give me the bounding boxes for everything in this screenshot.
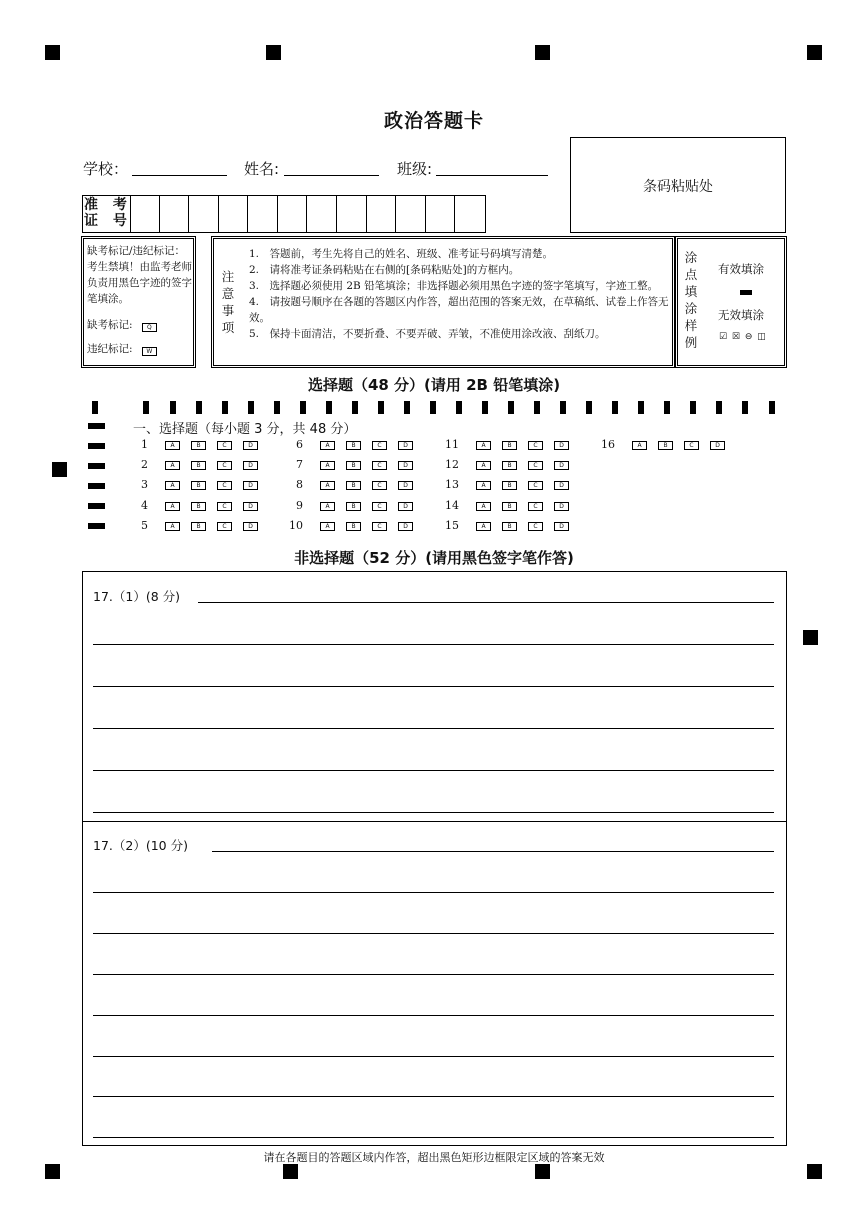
- valid-fill-label: 有效填涂: [718, 262, 764, 276]
- registration-mark: [52, 462, 67, 477]
- invalid-fill-label: 无效填涂: [718, 308, 764, 322]
- option-bubble[interactable]: A: [165, 481, 180, 490]
- question-number: 5: [141, 519, 148, 532]
- question-number: 16: [601, 438, 615, 451]
- registration-mark: [803, 630, 818, 645]
- note-item: 3. 选择题必须使用 2B 铅笔填涂；非选择题必须用黑色字迹的签字笔填写，字迹工整。: [249, 280, 659, 292]
- school-field[interactable]: [132, 175, 227, 176]
- question-number: 4: [141, 499, 148, 512]
- option-bubble[interactable]: B: [658, 441, 673, 450]
- note-item: 5. 保持卡面清洁，不要折叠、不要弄破、弄皱，不准使用涂改液、刮纸刀。: [249, 328, 606, 340]
- registration-mark: [45, 45, 60, 60]
- option-bubble[interactable]: B: [346, 441, 361, 450]
- id-cell[interactable]: [188, 196, 189, 232]
- name-label: 姓名:: [244, 160, 280, 178]
- violation-label: 违纪标记:: [87, 343, 133, 355]
- registration-mark: [535, 45, 550, 60]
- option-bubble[interactable]: C: [372, 461, 387, 470]
- fill-sample-box: [675, 236, 787, 368]
- footer-note: 请在各题目的答题区域内作答，超出黑色矩形边框限定区域的答案无效: [263, 1151, 605, 1164]
- answer-line[interactable]: [93, 974, 774, 975]
- question-number: 6: [296, 438, 303, 451]
- sample-side-char: 点: [684, 267, 698, 282]
- exam-id-char: 准: [84, 197, 98, 213]
- option-bubble[interactable]: C: [217, 481, 232, 490]
- option-bubble[interactable]: A: [476, 481, 491, 490]
- id-cell[interactable]: [159, 196, 160, 232]
- exam-id-char: 证: [84, 213, 98, 229]
- question-number: 8: [296, 478, 303, 491]
- option-bubble[interactable]: C: [217, 522, 232, 531]
- option-bubble[interactable]: C: [217, 502, 232, 511]
- id-cell[interactable]: [277, 196, 278, 232]
- answer-line[interactable]: [93, 1137, 774, 1138]
- sample-side-char: 填: [684, 284, 698, 299]
- note-item: 2. 请将准考证条码粘贴在右侧的[条码粘贴处]的方框内。: [249, 264, 520, 276]
- option-bubble[interactable]: D: [398, 441, 413, 450]
- id-cell[interactable]: [247, 196, 248, 232]
- question-number: 3: [141, 478, 148, 491]
- registration-mark: [535, 1164, 550, 1179]
- option-bubble[interactable]: C: [217, 441, 232, 450]
- barcode-area[interactable]: [570, 137, 786, 233]
- answer-divider: [82, 821, 787, 822]
- registration-mark: [807, 45, 822, 60]
- option-bubble[interactable]: D: [243, 441, 258, 450]
- option-bubble[interactable]: B: [191, 481, 206, 490]
- option-bubble[interactable]: A: [165, 522, 180, 531]
- id-cell[interactable]: [366, 196, 367, 232]
- option-bubble[interactable]: D: [554, 502, 569, 511]
- sample-side-char: 涂: [684, 301, 698, 316]
- exam-id-char: 考: [112, 197, 127, 213]
- option-bubble[interactable]: C: [372, 481, 387, 490]
- sample-side-char: 样: [684, 318, 698, 333]
- option-bubble[interactable]: A: [320, 461, 335, 470]
- exam-id-grid: [82, 195, 486, 233]
- question-17-2-label: 17.（2）(10 分): [93, 838, 188, 853]
- question-17-1-label: 17.（1）(8 分): [93, 589, 181, 604]
- option-bubble[interactable]: C: [372, 502, 387, 511]
- option-bubble[interactable]: D: [710, 441, 725, 450]
- answer-line[interactable]: [93, 1015, 774, 1016]
- registration-mark: [45, 1164, 60, 1179]
- option-bubble[interactable]: B: [502, 441, 517, 450]
- class-label: 班级:: [397, 160, 433, 178]
- answer-line[interactable]: [212, 851, 774, 852]
- option-bubble[interactable]: A: [320, 522, 335, 531]
- valid-fill-mark: [740, 290, 752, 295]
- option-bubble[interactable]: C: [372, 441, 387, 450]
- question-number: 12: [445, 458, 459, 471]
- option-bubble[interactable]: D: [243, 502, 258, 511]
- row-timing-bar: [88, 503, 105, 509]
- absent-checkbox[interactable]: Q: [142, 323, 157, 332]
- option-bubble[interactable]: B: [191, 461, 206, 470]
- option-bubble[interactable]: A: [165, 461, 180, 470]
- option-bubble[interactable]: A: [320, 481, 335, 490]
- option-bubble[interactable]: A: [320, 441, 335, 450]
- option-bubble[interactable]: D: [243, 481, 258, 490]
- question-number: 13: [445, 478, 459, 491]
- name-field[interactable]: [284, 175, 379, 176]
- option-bubble[interactable]: C: [528, 441, 543, 450]
- notes-side-char: 项: [221, 320, 235, 335]
- option-bubble[interactable]: C: [528, 502, 543, 511]
- option-bubble[interactable]: B: [502, 502, 517, 511]
- row-timing-bar: [88, 443, 105, 449]
- question-number: 2: [141, 458, 148, 471]
- answer-line[interactable]: [93, 686, 774, 687]
- option-bubble[interactable]: C: [217, 461, 232, 470]
- notes-side-char: 注: [221, 269, 235, 284]
- option-bubble[interactable]: C: [372, 522, 387, 531]
- note-item: 4. 请按题号顺序在各题的答题区内作答，超出范围的答案无效，在草稿纸、试卷上作答无效。: [249, 296, 669, 324]
- option-bubble[interactable]: D: [554, 481, 569, 490]
- answer-line[interactable]: [93, 770, 774, 771]
- option-bubble[interactable]: B: [346, 461, 361, 470]
- option-bubble[interactable]: A: [165, 502, 180, 511]
- answer-line[interactable]: [93, 728, 774, 729]
- question-number: 11: [445, 438, 459, 451]
- option-bubble[interactable]: B: [502, 481, 517, 490]
- absent-instructions: 考生禁填！由监考老师负责用黑色字迹的签字笔填涂。: [87, 261, 192, 305]
- option-bubble[interactable]: A: [320, 502, 335, 511]
- sample-side-char: 涂: [684, 250, 698, 265]
- option-bubble[interactable]: B: [191, 502, 206, 511]
- option-bubble[interactable]: D: [398, 502, 413, 511]
- notes-side-char: 意: [221, 286, 235, 301]
- absent-label: 缺考标记:: [87, 319, 133, 331]
- note-item: 1. 答题前，考生先将自己的姓名、班级、准考证号码填写清楚。: [249, 248, 554, 260]
- option-bubble[interactable]: D: [398, 461, 413, 470]
- row-timing-bar: [88, 483, 105, 489]
- answer-line[interactable]: [93, 812, 774, 813]
- option-bubble[interactable]: C: [528, 481, 543, 490]
- choice-section-title: 选择题（48 分）(请用 2B 铅笔填涂): [307, 376, 561, 394]
- option-bubble[interactable]: A: [476, 502, 491, 511]
- id-cell[interactable]: [425, 196, 426, 232]
- option-bubble[interactable]: A: [476, 522, 491, 531]
- school-label: 学校：: [83, 160, 129, 178]
- class-field[interactable]: [436, 175, 548, 176]
- registration-mark: [283, 1164, 298, 1179]
- option-bubble[interactable]: B: [502, 522, 517, 531]
- question-number: 9: [296, 499, 303, 512]
- id-cell[interactable]: [395, 196, 396, 232]
- option-bubble[interactable]: B: [346, 502, 361, 511]
- non-choice-section-title: 非选择题（52 分）(请用黑色签字笔作答): [294, 549, 574, 567]
- notes-box: [211, 236, 675, 368]
- option-bubble[interactable]: D: [554, 441, 569, 450]
- option-bubble[interactable]: D: [398, 522, 413, 531]
- exam-id-char: 号: [112, 213, 127, 229]
- absent-heading: 缺考标记/违纪标记：: [87, 245, 186, 257]
- question-number: 1: [141, 438, 148, 451]
- answer-line[interactable]: [93, 644, 774, 645]
- notes-side-char: 事: [221, 303, 235, 318]
- answer-line[interactable]: [93, 1096, 774, 1097]
- option-bubble[interactable]: C: [528, 461, 543, 470]
- question-number: 14: [445, 499, 459, 512]
- question-number: 7: [296, 458, 303, 471]
- page-title: 政治答题卡: [383, 110, 484, 132]
- id-cell[interactable]: [218, 196, 219, 232]
- answer-area-border: [82, 571, 787, 1146]
- option-bubble[interactable]: B: [346, 481, 361, 490]
- choice-subtitle: 一、选择题（每小题 3 分，共 48 分）: [133, 422, 357, 437]
- registration-mark: [807, 1164, 822, 1179]
- row-timing-bar: [88, 523, 105, 529]
- option-bubble[interactable]: A: [476, 461, 491, 470]
- row-timing-bar: [88, 423, 105, 429]
- option-bubble[interactable]: C: [528, 522, 543, 531]
- answer-line[interactable]: [93, 892, 774, 893]
- invalid-fill-marks: ☑ ☒ ⊖ ◫: [719, 332, 767, 342]
- option-bubble[interactable]: D: [243, 522, 258, 531]
- barcode-label: 条码粘贴处: [643, 179, 713, 195]
- option-bubble[interactable]: D: [554, 461, 569, 470]
- option-bubble[interactable]: C: [684, 441, 699, 450]
- registration-mark: [266, 45, 281, 60]
- answer-line[interactable]: [93, 1056, 774, 1057]
- id-cell[interactable]: [306, 196, 307, 232]
- id-cell[interactable]: [336, 196, 337, 232]
- question-number: 10: [289, 519, 303, 532]
- option-bubble[interactable]: B: [191, 441, 206, 450]
- option-bubble[interactable]: A: [165, 441, 180, 450]
- question-number: 15: [445, 519, 459, 532]
- option-bubble[interactable]: A: [476, 441, 491, 450]
- option-bubble[interactable]: B: [191, 522, 206, 531]
- answer-line[interactable]: [93, 933, 774, 934]
- option-bubble[interactable]: A: [632, 441, 647, 450]
- violation-checkbox[interactable]: W: [142, 347, 157, 356]
- option-bubble[interactable]: D: [398, 481, 413, 490]
- option-bubble[interactable]: D: [554, 522, 569, 531]
- id-cell[interactable]: [454, 196, 455, 232]
- answer-line[interactable]: [198, 602, 774, 603]
- option-bubble[interactable]: B: [346, 522, 361, 531]
- option-bubble[interactable]: D: [243, 461, 258, 470]
- row-timing-bar: [88, 463, 105, 469]
- option-bubble[interactable]: B: [502, 461, 517, 470]
- sample-side-char: 例: [684, 335, 698, 350]
- absent-mark-box: [81, 236, 196, 368]
